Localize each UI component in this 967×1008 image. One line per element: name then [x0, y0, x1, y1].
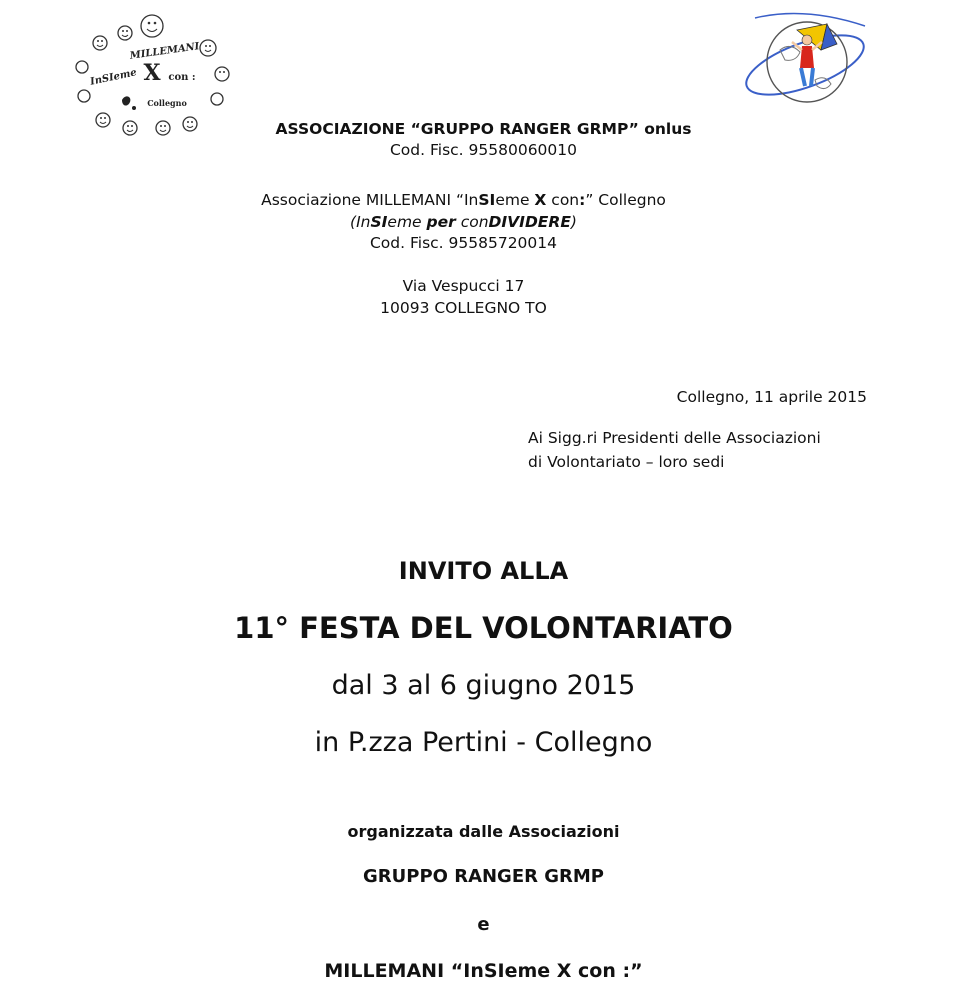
event-place: in P.zza Pertini - Collegno — [314, 727, 653, 758]
organizer-a: GRUPPO RANGER GRMP — [363, 866, 604, 887]
conjunction: e — [477, 914, 490, 935]
organizer-b: MILLEMANI “InSIeme X con :” — [324, 960, 643, 982]
address-street: Via Vespucci 17 — [402, 277, 525, 295]
invite-title: INVITO ALLA — [398, 557, 569, 585]
event-dates: dal 3 al 6 giugno 2015 — [331, 670, 636, 701]
org2-fiscal-code: Cod. Fisc. 95585720014 — [369, 234, 558, 252]
org1-fiscal-code: Cod. Fisc. 95580060010 — [389, 141, 578, 159]
letter-date: Collegno, 11 aprile 2015 — [676, 388, 867, 406]
recipient-line-1: Ai Sigg.ri Presidenti delle Associazioni — [528, 429, 821, 447]
recipient-line-2: di Volontariato – loro sedi — [528, 453, 725, 471]
org2-name: Associazione MILLEMANI “InSIeme X con:” Collegno — [261, 191, 666, 209]
org1-name: ASSOCIAZIONE “GRUPPO RANGER GRMP” onlus — [275, 120, 692, 138]
logo-text-millemani: MILLEMANI — [129, 41, 201, 62]
event-title: 11° FESTA DEL VOLONTARIATO — [234, 611, 733, 645]
logo-text-x: X — [143, 60, 161, 86]
address-city: 10093 COLLEGNO TO — [380, 299, 547, 317]
ranger-globe-logo — [735, 10, 875, 110]
logo-text-insieme: InSIeme — [89, 67, 138, 88]
org2-motto: (InSIeme per conDIVIDERE) — [350, 213, 577, 231]
organized-by: organizzata dalle Associazioni — [347, 822, 620, 841]
logo-text-con: con : — [168, 72, 196, 83]
logo-text-collegno: Collegno — [147, 98, 187, 108]
